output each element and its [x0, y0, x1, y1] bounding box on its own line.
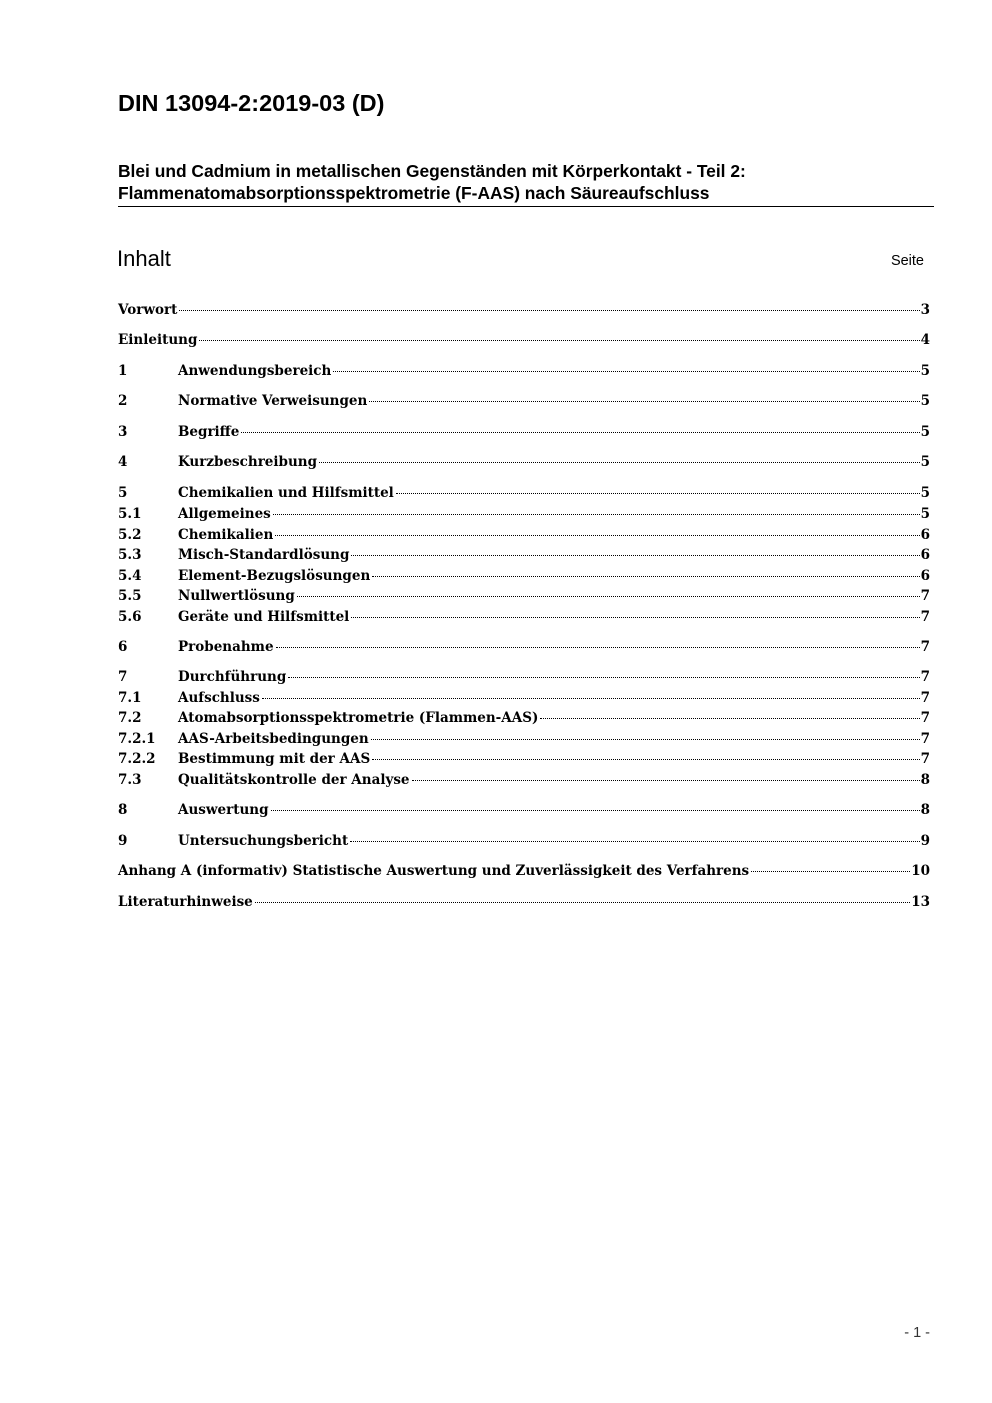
- toc-dot-leader: [333, 371, 919, 372]
- toc-entry-number: 5.5: [118, 588, 142, 604]
- toc-entry-title: Chemikalien und Hilfsmittel: [178, 485, 394, 501]
- toc-entry[interactable]: [118, 454, 930, 474]
- toc-dot-leader: [276, 647, 920, 648]
- toc-dot-leader: [275, 535, 919, 536]
- toc-entry-number: 5.1: [118, 506, 142, 522]
- toc-entry[interactable]: [118, 332, 930, 352]
- toc-entry[interactable]: [118, 485, 930, 505]
- toc-entry-number: 3: [118, 424, 128, 440]
- document-title: DIN 13094-2:2019-03 (D): [118, 90, 385, 116]
- toc-entry-page: 5: [920, 485, 930, 501]
- toc-entry[interactable]: [118, 772, 930, 792]
- toc-entry-page: 5: [920, 424, 930, 440]
- toc-entry-number: 9: [118, 833, 128, 849]
- toc-entry[interactable]: [118, 863, 930, 883]
- toc-entry-page: 6: [920, 547, 930, 563]
- toc-entry-page: 5: [920, 454, 930, 470]
- toc-entry[interactable]: [118, 363, 930, 383]
- toc-entry-number: 7.3: [118, 772, 142, 788]
- toc-entry[interactable]: [118, 527, 930, 547]
- toc-dot-leader: [351, 555, 919, 556]
- toc-entry[interactable]: [118, 506, 930, 526]
- toc-entry-page: 8: [920, 802, 930, 818]
- toc-entry-title: Bestimmung mit der AAS: [178, 751, 371, 767]
- toc-entry[interactable]: [118, 393, 930, 413]
- toc-entry-page: 13: [911, 894, 930, 910]
- toc-dot-leader: [288, 677, 919, 678]
- toc-dot-leader: [255, 902, 910, 903]
- toc-entry-number: 8: [118, 802, 128, 818]
- toc-entry[interactable]: [118, 302, 930, 322]
- toc-entry-number: 2: [118, 393, 128, 409]
- toc-entry-number: 5.4: [118, 568, 142, 584]
- toc-entry-title: Aufschluss: [178, 690, 260, 706]
- toc-entry-page: 4: [920, 332, 930, 348]
- toc-entry-title: Kurzbeschreibung: [178, 454, 318, 470]
- toc-entry-number: 5.3: [118, 547, 142, 563]
- toc-dot-leader: [262, 698, 920, 699]
- toc-entry-title: Anwendungsbereich: [178, 363, 332, 379]
- toc-entry-number: 4: [118, 454, 128, 470]
- toc-entry-title: Geräte und Hilfsmittel: [178, 609, 350, 625]
- toc-entry[interactable]: [118, 802, 930, 822]
- toc-entry-title: Literaturhinweise: [118, 894, 253, 910]
- toc-dot-leader: [271, 810, 920, 811]
- toc-dot-leader: [371, 739, 920, 740]
- toc-entry-page: 6: [920, 527, 930, 543]
- toc-entry-title: Nullwertlösung: [178, 588, 295, 604]
- toc-entry[interactable]: [118, 547, 930, 567]
- toc-entry[interactable]: [118, 568, 930, 588]
- toc-entry-number: 6: [118, 639, 128, 655]
- toc-entry-title: Misch-Standardlösung: [178, 547, 350, 563]
- toc-entry-title: Probenahme: [178, 639, 274, 655]
- toc-dot-leader: [540, 718, 919, 719]
- toc-entry-title: Anhang A (informativ) Statistische Auswertung und Zuverlässigkeit des Verfahrens: [118, 863, 750, 879]
- toc-dot-leader: [351, 617, 919, 618]
- toc-entry-number: 7.1: [118, 690, 142, 706]
- toc-entry-number: 5.2: [118, 527, 142, 543]
- toc-entry-title: Chemikalien: [178, 527, 274, 543]
- toc-entry-page: 7: [920, 669, 930, 685]
- toc-dot-leader: [199, 340, 919, 341]
- toc-dot-leader: [396, 493, 920, 494]
- toc-dot-leader: [372, 576, 919, 577]
- toc-dot-leader: [372, 759, 919, 760]
- toc-entry-page: 3: [920, 302, 930, 318]
- toc-entry[interactable]: [118, 690, 930, 710]
- toc-entry-page: 7: [920, 690, 930, 706]
- toc-entry[interactable]: [118, 833, 930, 853]
- toc-entry-title: Normative Verweisungen: [178, 393, 368, 409]
- toc-dot-leader: [751, 871, 910, 872]
- toc-entry-title: Auswertung: [178, 802, 269, 818]
- toc-entry-page: 7: [920, 639, 930, 655]
- toc-entry-page: 7: [920, 731, 930, 747]
- toc-entry-page: 7: [920, 588, 930, 604]
- toc-entry[interactable]: [118, 588, 930, 608]
- toc-entry-title: Vorwort: [118, 302, 178, 318]
- toc-heading: Inhalt: [117, 246, 171, 271]
- toc-dot-leader: [241, 432, 919, 433]
- toc-entry[interactable]: [118, 751, 930, 771]
- page-number: - 1 -: [904, 1325, 930, 1341]
- toc-page-column-label: Seite: [890, 253, 924, 269]
- toc-entry[interactable]: [118, 424, 930, 444]
- toc-entry-title: Atomabsorptionsspektrometrie (Flammen-AAS): [178, 710, 539, 726]
- toc-entry-page: 9: [920, 833, 930, 849]
- toc-entry-page: 8: [920, 772, 930, 788]
- toc-entry-page: 5: [920, 393, 930, 409]
- toc-entry[interactable]: [118, 669, 930, 689]
- toc-entry-page: 6: [920, 568, 930, 584]
- toc-entry-title: AAS-Arbeitsbedingungen: [178, 731, 369, 747]
- toc-entry-page: 7: [920, 609, 930, 625]
- toc-entry-title: Element-Bezugslösungen: [178, 568, 371, 584]
- toc-entry-title: Qualitätskontrolle der Analyse: [178, 772, 410, 788]
- toc-dot-leader: [369, 401, 919, 402]
- toc-entry-title: Allgemeines: [178, 506, 271, 522]
- toc-entry-title: Durchführung: [178, 669, 287, 685]
- toc-entry-title: Begriffe: [178, 424, 240, 440]
- toc-dot-leader: [297, 596, 920, 597]
- toc-entry-title: Einleitung: [118, 332, 198, 348]
- toc-entry-number: 7.2.1: [118, 731, 156, 747]
- toc-entry-number: 7.2: [118, 710, 142, 726]
- toc-entry-number: 7: [118, 669, 128, 685]
- toc-dot-leader: [412, 780, 920, 781]
- toc-entry-page: 5: [920, 506, 930, 522]
- toc-entry[interactable]: [118, 710, 930, 730]
- toc-entry[interactable]: [118, 639, 930, 659]
- toc-dot-leader: [350, 841, 919, 842]
- toc-dot-leader: [319, 462, 920, 463]
- toc-dot-leader: [179, 310, 919, 311]
- toc-entry[interactable]: [118, 894, 930, 914]
- toc-entry-number: 7.2.2: [118, 751, 156, 767]
- toc-entry-number: 5: [118, 485, 128, 501]
- toc-dot-leader: [273, 514, 920, 515]
- toc-entry-page: 7: [920, 710, 930, 726]
- subtitle-line-2: Flammenatomabsorptionsspektrometrie (F-AAS) nach Säureaufschluss: [118, 183, 710, 203]
- toc-entry-page: 7: [920, 751, 930, 767]
- toc-entry-page: 10: [911, 863, 930, 879]
- toc-entry[interactable]: [118, 609, 930, 629]
- toc-entry-number: 1: [118, 363, 128, 379]
- subtitle-line-1: Blei und Cadmium in metallischen Gegenständen mit Körperkontakt - Teil 2:: [118, 161, 746, 181]
- toc-entry-number: 5.6: [118, 609, 142, 625]
- toc-entry-title: Untersuchungsbericht: [178, 833, 349, 849]
- document-subtitle: [118, 160, 934, 207]
- toc-entry-page: 5: [920, 363, 930, 379]
- toc-entry[interactable]: [118, 731, 930, 751]
